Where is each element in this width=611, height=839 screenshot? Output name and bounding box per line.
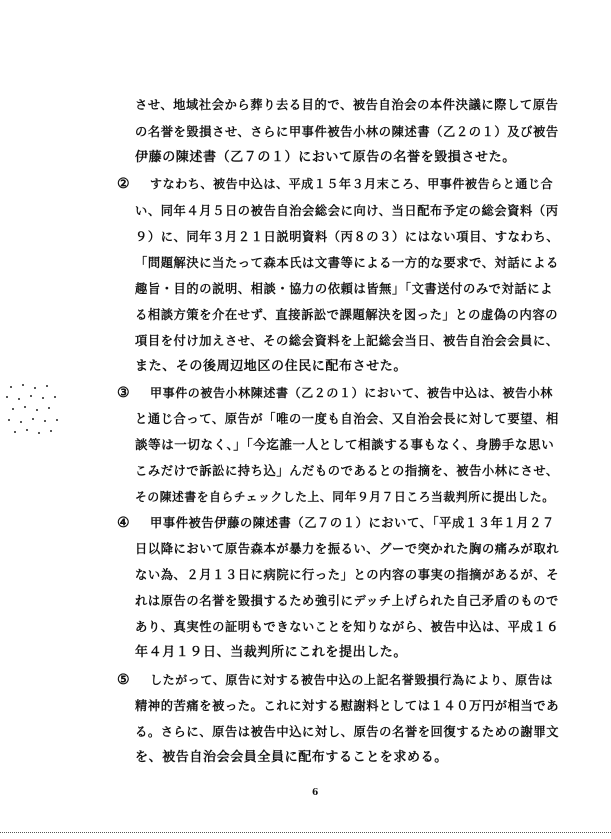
text-line: したがって、原告に対する被告中込の上記名誉毀損行為により、原告は: [150, 673, 553, 687]
text-line: させ、地域社会から葬り去る目的で、被告自治会の本件決議に際して原告: [135, 97, 559, 112]
text-line: こみだけで訴訟に持ち込」んだものであるとの指摘を、被告小林にさせ、: [135, 463, 559, 478]
text-line: 趣旨・目的の説明、相談・協力の依頼は皆無」「文書送付のみで対話によ: [135, 281, 553, 296]
text-line: を、被告自治会会員全員に配布することを求める。: [135, 750, 448, 765]
text-line: 甲事件の被告小林陳述書（乙２の１）において、被告中込は、被告小林: [150, 386, 553, 400]
text-line: る相談方策を介在せず、直接訴訟で課題解決を図った」との虚偽の内容の: [135, 307, 559, 322]
text-line: れは原告の名誉を毀損するため強引にデッチ上げられた自己矛盾のもので: [135, 593, 559, 608]
item-marker-3: ③: [117, 385, 130, 401]
text-line: また、その後周辺地区の住民に配布させた。: [135, 359, 408, 374]
text-line: あり、真実性の証明もできないことを知りながら、被告中込は、平成１６: [135, 619, 560, 634]
item-marker-5: ⑤: [117, 672, 130, 688]
text-line: その陳述書を自らチェックした上、同年９月７日ころ当裁判所に提出した。: [135, 490, 555, 504]
text-line: ない為、２月１３日に病院に行った」との内容の事実の指摘があるが、そ: [135, 567, 560, 582]
text-line: 「問題解決に当たって森本氏は文書等による一方的な要求で、対話による: [135, 255, 559, 270]
text-line: 日以降において原告森本が暴力を振るい、グーで突かれた胸の痛みが取れ: [135, 541, 560, 556]
scan-noise-dots: [4, 384, 60, 444]
text-line: 伊藤の陳述書（乙７の１）において原告の名誉を毀損させた。: [135, 150, 516, 165]
text-line: の名誉を毀損させ、さらに甲事件被告小林の陳述書（乙２の１）及び被告: [135, 124, 559, 139]
page-number: 6: [312, 788, 319, 798]
text-line: 項目を付け加えさせ、その総会資料を上記総会当日、被告自治会会員に、: [135, 333, 559, 348]
item-marker-2: ②: [117, 176, 130, 192]
item-marker-4: ④: [117, 515, 130, 531]
text-line: 精神的苦痛を被った。これに対する慰謝料としては１４０万円が相当であ: [135, 698, 560, 713]
text-line: と通じ合って、原告が「唯の一度も自治会、又自治会長に対して要望、相: [135, 411, 559, 426]
text-line: る。さらに、原告は被告中込に対し、原告の名誉を回復するための謝罪文: [135, 724, 560, 739]
text-line: 甲事件被告伊藤の陳述書（乙７の１）において、「平成１３年１月２７: [150, 515, 555, 530]
text-line: 年４月１９日、当裁判所にこれを提出した。: [135, 645, 408, 660]
text-line: い、同年４月５日の被告自治会総会に向け、当日配布予定の総会資料（丙: [135, 203, 559, 218]
scan-edge-line: [0, 832, 611, 833]
text-line: 談等は一切なく、」「今迄誰一人として相談する事もなく、身勝手な思い: [135, 437, 555, 452]
text-line: ９）に、同年３月２１日説明資料（丙８の３）にはない項目、すなわち、: [135, 229, 560, 244]
text-line: すなわち、被告中込は、平成１５年３月末ころ、甲事件被告らと通じ合: [150, 177, 554, 191]
